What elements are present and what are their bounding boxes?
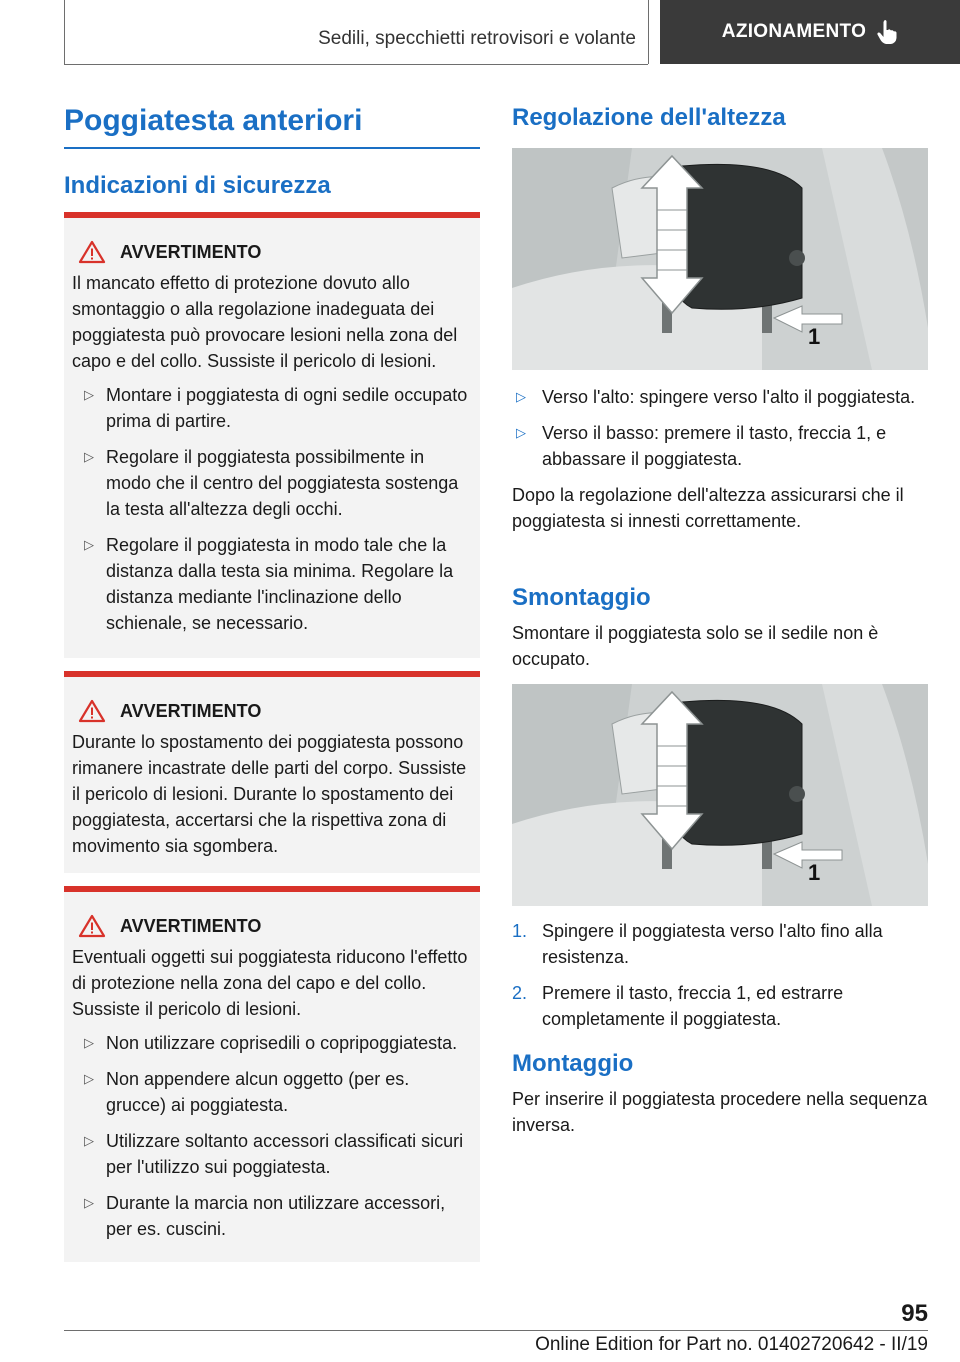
header-section-title: Sedili, specchietti retrovisori e volante bbox=[318, 28, 636, 49]
bullet-triangle-icon: ▷ bbox=[516, 389, 526, 404]
warning-box-1 bbox=[64, 212, 480, 658]
title-rule bbox=[64, 147, 480, 149]
list-item: ▷ Non utilizzare coprisedili o copripoggiatesta. bbox=[72, 1030, 472, 1056]
bullet-triangle-icon: ▷ bbox=[84, 1195, 94, 1210]
headrest-height-illustration bbox=[512, 148, 928, 370]
callout-label: 1 bbox=[808, 860, 821, 885]
warning-triangle-icon bbox=[78, 240, 106, 264]
removal-heading: Smontaggio bbox=[512, 584, 651, 611]
warning-text: Durante lo spostamento dei poggiatesta possono rimanere incastrate delle parti del corpo. Sussiste il pericolo di lesioni. Durante lo spostamento dei poggiatesta, accertarsi che la rispettiva zona di movimento sia sgombera. bbox=[72, 732, 467, 856]
edition-note: Online Edition for Part no. 01402720642 - II/19 bbox=[535, 1334, 928, 1355]
page-title: Poggiatesta anteriori bbox=[64, 104, 363, 137]
bullet-triangle-icon: ▷ bbox=[84, 387, 94, 402]
hand-pointer-icon bbox=[876, 19, 898, 45]
list-item: ▷ Durante la marcia non utilizzare accessori, per es. cuscini. bbox=[72, 1190, 472, 1242]
header-divider-right bbox=[648, 0, 649, 64]
warning-header bbox=[78, 699, 472, 723]
bullet-triangle-icon: ▷ bbox=[516, 425, 526, 440]
footer-rule bbox=[64, 1330, 928, 1331]
header-tab-label: AZIONAMENTO bbox=[721, 21, 867, 42]
list-item: ▷ Non appendere alcun oggetto (per es. grucce) ai poggiatesta. bbox=[72, 1066, 472, 1118]
list-item: ▷ Verso l'alto: spingere verso l'alto il poggiatesta. bbox=[512, 384, 928, 410]
bullet-triangle-icon: ▷ bbox=[84, 537, 94, 552]
header-tab[interactable] bbox=[660, 0, 960, 64]
step-number: 2. bbox=[512, 983, 528, 1003]
list-item: ▷ Regolare il poggiatesta in modo tale che la distanza dalla testa sia minima. Regolare la distanza mediante l'inclinazione dello schienale, se necessario. bbox=[72, 532, 472, 636]
header-underline bbox=[64, 64, 648, 65]
list-item: ▷ Verso il basso: premere il tasto, freccia 1, e abbassare il poggiatesta. bbox=[512, 420, 928, 472]
warning-list bbox=[72, 382, 472, 636]
warning-header bbox=[78, 240, 472, 264]
removal-steps bbox=[512, 918, 928, 1032]
list-item: ▷ Utilizzare soltanto accessori classificati sicuri per l'utilizzo sui poggiatesta. bbox=[72, 1128, 472, 1180]
bullet-triangle-icon: ▷ bbox=[84, 1035, 94, 1050]
removal-text: Smontare il poggiatesta solo se il sedile non è occupato. bbox=[512, 623, 879, 669]
warning-list bbox=[72, 1030, 472, 1242]
warning-box-3 bbox=[64, 886, 480, 1262]
removal-steps-wrap bbox=[512, 918, 928, 1042]
list-item: ▷ Montare i poggiatesta di ogni sedile occupato prima di partire. bbox=[72, 382, 472, 434]
warning-text: Il mancato effetto di protezione dovuto allo smontaggio o alla regolazione inadeguata dei poggiatesta può provocare lesioni nella zona del capo e del collo. Sussiste il pericolo di lesioni. bbox=[72, 273, 458, 371]
warning-label: AVVERTIMENTO bbox=[120, 241, 262, 262]
height-adjust-list-wrap bbox=[512, 384, 928, 534]
list-item: ▷ Regolare il poggiatesta possibilmente in modo che il centro del poggiatesta sostenga la testa all'altezza degli occhi. bbox=[72, 444, 472, 522]
height-adjust-note: Dopo la regolazione dell'altezza assicurarsi che il poggiatesta si innesti correttamente. bbox=[512, 485, 904, 531]
safety-heading: Indicazioni di sicurezza bbox=[64, 172, 331, 199]
step-number: 1. bbox=[512, 921, 528, 941]
warning-triangle-icon bbox=[78, 699, 106, 723]
warning-label: AVVERTIMENTO bbox=[120, 915, 262, 936]
height-adjust-list bbox=[512, 384, 928, 472]
callout-label: 1 bbox=[808, 324, 821, 349]
install-text: Per inserire il poggiatesta procedere nella sequenza inversa. bbox=[512, 1089, 928, 1135]
install-heading: Montaggio bbox=[512, 1050, 634, 1077]
warning-triangle-icon bbox=[78, 914, 106, 938]
warning-label: AVVERTIMENTO bbox=[120, 700, 262, 721]
bullet-triangle-icon: ▷ bbox=[84, 1133, 94, 1148]
list-item: 2. Premere il tasto, freccia 1, ed estrarre completamente il poggiatesta. bbox=[512, 980, 928, 1032]
height-adjust-heading: Regolazione dell'altezza bbox=[512, 104, 786, 131]
warning-text: Eventuali oggetti sui poggiatesta riducono l'effetto di protezione nella zona del capo e del collo. Sussiste il pericolo di lesioni. bbox=[72, 947, 468, 1019]
bullet-triangle-icon: ▷ bbox=[84, 449, 94, 464]
header-divider-left bbox=[64, 0, 65, 64]
bullet-triangle-icon: ▷ bbox=[84, 1071, 94, 1086]
page-number: 95 bbox=[901, 1300, 928, 1327]
warning-header bbox=[78, 914, 472, 938]
warning-box-2 bbox=[64, 671, 480, 873]
list-item: 1. Spingere il poggiatesta verso l'alto fino alla resistenza. bbox=[512, 918, 928, 970]
headrest-removal-illustration bbox=[512, 684, 928, 906]
